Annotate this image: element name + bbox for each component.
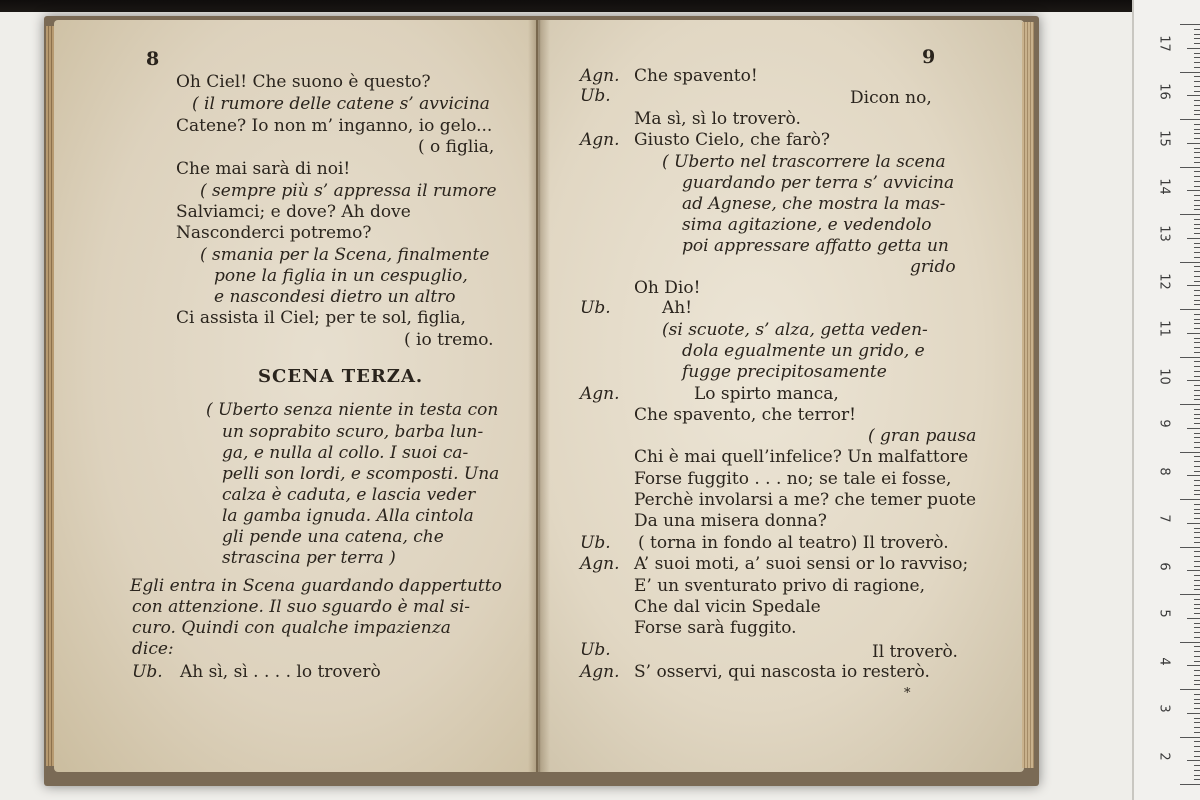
ruler-tick [1194,43,1200,44]
ruler-number: 11 [1156,320,1172,337]
ruler-tick [1194,442,1200,443]
ruler-number: 14 [1156,177,1172,195]
ruler-tick [1194,124,1200,125]
ruler-tick [1194,209,1200,210]
ruler-tick [1194,114,1200,115]
ruler-tick [1194,461,1200,462]
ruler-tick [1194,722,1200,723]
ruler-tick [1194,152,1200,153]
ruler-tick [1187,333,1200,334]
ruler-tick [1194,537,1200,538]
ruler-tick [1194,62,1200,63]
text-line: Che mai sarà di noi! [176,159,351,179]
speaker-label: Agn. [580,130,620,150]
ruler-tick [1194,157,1200,158]
ruler-tick [1194,708,1200,709]
ruler-tick [1194,342,1200,343]
ruler-tick [1194,684,1200,685]
footer-mark: * [904,686,911,701]
stage-direction-line: guardando per terra s’ avvicina [682,173,955,193]
ruler-tick [1194,504,1200,505]
ruler-tick [1180,72,1200,73]
ruler-tick [1194,395,1200,396]
ruler-tick [1194,276,1200,277]
stage-direction-line: ( Uberto nel trascorrere la scena [662,152,946,172]
ruler-tick [1180,24,1200,25]
stage-direction-line: poi appressare affatto getta un [682,236,949,256]
ruler-number: 17 [1156,35,1172,52]
ruler-tick [1194,418,1200,419]
ruler-tick [1194,646,1200,647]
speaker-label: Agn. [580,66,620,86]
ruler-tick [1194,300,1200,301]
text-line: Ah sì, sì . . . . lo troverò [180,662,381,682]
ruler-number: 2 [1156,751,1172,761]
ruler-tick [1194,252,1200,253]
ruler-tick [1180,404,1200,405]
stage-direction-line: ( il rumore delle catene s’ avvicina [192,94,490,114]
text-line: Oh Dio! [634,278,701,298]
ruler-tick [1194,53,1200,54]
ruler-tick [1194,623,1200,624]
speaker-label: Agn. [580,662,620,682]
ruler-tick [1194,186,1200,187]
ruler-tick [1187,665,1200,666]
ruler-tick [1194,105,1200,106]
ruler-tick [1194,599,1200,600]
ruler-tick [1194,390,1200,391]
text-line: Catene? Io non m’ inganno, io gelo... [176,116,493,136]
ruler-tick [1194,181,1200,182]
text-line: Ah! [662,298,693,318]
ruler-tick [1194,490,1200,491]
text-line: ( o figlia, [418,137,495,157]
ruler-tick [1194,304,1200,305]
ruler-tick [1194,409,1200,410]
ruler-tick [1194,338,1200,339]
ruler-tick [1180,262,1200,263]
ruler-tick [1194,205,1200,206]
ruler-tick [1180,309,1200,310]
ruler-tick [1194,775,1200,776]
ruler-tick [1194,361,1200,362]
ruler-number: 8 [1156,466,1172,476]
ruler-tick [1194,480,1200,481]
ruler-tick [1194,352,1200,353]
stage-direction-line: un soprabito scuro, barba lun- [222,422,484,442]
stage-direction-line: Egli entra in Scena guardando dappertutto [130,576,502,596]
ruler-tick [1194,589,1200,590]
ruler-tick [1194,656,1200,657]
ruler-tick [1194,271,1200,272]
text-line: Ma sì, sì lo troverò. [634,109,801,129]
ruler-tick [1187,618,1200,619]
stage-direction-line: gli pende una catena, che [222,527,444,547]
text-line: Che spavento, che terror! [634,405,856,425]
stage-direction-line: con attenzione. Il suo sguardo è mal si- [132,597,471,617]
ruler-tick [1187,760,1200,761]
ruler-tick [1194,566,1200,567]
ruler-number: 4 [1156,656,1172,666]
ruler-tick [1180,737,1200,738]
text-line: A’ suoi moti, a’ suoi sensi or lo ravviso; [634,554,969,574]
stage-direction-line: grido [910,257,956,277]
ruler-tick [1194,162,1200,163]
ruler-tick [1187,523,1200,524]
ruler-tick [1194,314,1200,315]
speaker-label: Agn. [580,384,620,404]
ruler-tick [1194,528,1200,529]
ruler-tick [1194,632,1200,633]
ruler-tick [1194,751,1200,752]
ruler-number: 3 [1156,704,1172,713]
ruler-tick [1194,110,1200,111]
ruler-number: 13 [1156,225,1172,242]
ruler-tick [1194,138,1200,139]
ruler-tick [1187,238,1200,239]
ruler-tick [1194,200,1200,201]
ruler-tick [1194,765,1200,766]
ruler-tick [1194,243,1200,244]
ruler-tick [1194,532,1200,533]
ruler-tick [1180,689,1200,690]
text-line: ( io tremo. [404,330,494,350]
ruler-tick [1194,67,1200,68]
stage-direction-line: dola egualmente un grido, e [682,341,925,361]
ruler-tick [1194,266,1200,267]
stage-direction-line: curo. Quindi con qualche impazienza [132,618,451,638]
text-line: Nasconderci potremo? [176,223,372,243]
ruler-tick [1194,195,1200,196]
ruler-tick [1194,148,1200,149]
ruler-tick [1194,746,1200,747]
text-line: S’ osservi, qui nascosta io resterò. [634,662,930,682]
ruler-tick [1180,642,1200,643]
ruler-tick [1180,452,1200,453]
speaker-label: Ub. [580,86,611,106]
page-number-left: 8 [146,48,160,70]
stage-direction-line: pone la figlia in un cespuglio, [214,266,468,286]
ruler-tick [1180,784,1200,785]
ruler-tick [1194,718,1200,719]
stage-direction-line: fugge precipitosamente [682,362,887,382]
text-line: E’ un sventurato privo di ragione, [634,576,926,596]
ruler-tick [1194,295,1200,296]
ruler-tick [1194,694,1200,695]
ruler-tick [1180,357,1200,358]
ruler-tick [1194,494,1200,495]
scene-heading: SCENA TERZA. [258,366,424,387]
ruler-tick [1194,233,1200,234]
ruler-tick [1180,547,1200,548]
page-number-right: 9 [922,46,936,68]
stage-direction-line: ga, e nulla al collo. I suoi ca- [222,443,469,463]
ruler-tick [1187,713,1200,714]
speaker-label: Ub. [580,298,611,318]
ruler-tick [1194,661,1200,662]
ruler-number: 10 [1156,367,1172,385]
text-line: Chi è mai quell’infelice? Un malfattore [634,447,969,467]
ruler-tick [1194,247,1200,248]
ruler-tick [1194,637,1200,638]
ruler-tick [1194,513,1200,514]
ruler-tick [1194,651,1200,652]
text-line: Da una misera donna? [634,511,827,531]
ruler-tick [1194,347,1200,348]
stage-direction-line: dice: [132,639,174,659]
stage-direction-line: pelli son lordi, e scomposti. Una [222,464,500,484]
ruler-tick [1194,437,1200,438]
ruler-number: 9 [1156,419,1172,428]
ruler-tick [1194,580,1200,581]
stage-direction-line: calza è caduta, e lascia veder [222,485,476,505]
ruler-tick [1194,228,1200,229]
ruler-tick [1194,319,1200,320]
text-line: Che spavento! [634,66,758,86]
text-line: Che dal vicin Spedale [634,597,821,617]
ruler-tick [1194,509,1200,510]
stage-direction-line: ( smania per la Scena, finalmente [200,245,490,265]
ruler-tick [1194,575,1200,576]
ruler-tick [1187,143,1200,144]
ruler-tick [1194,627,1200,628]
text-line: Perchè involarsi a me? che temer puote [634,490,977,510]
text-line: Il troverò. [872,642,958,662]
stage-direction-line: sima agitazione, e vedendolo [682,215,932,235]
ruler-tick [1187,428,1200,429]
ruler-tick [1194,38,1200,39]
ruler-number: 12 [1156,272,1172,290]
ruler-tick [1194,756,1200,757]
text-line: Dicon no, [850,88,932,108]
ruler-tick [1194,518,1200,519]
stage-direction-line: ( gran pausa [868,426,977,446]
ruler-tick [1194,29,1200,30]
stage-direction-line: e nascondesi dietro un altro [214,287,456,307]
ruler-tick [1187,475,1200,476]
ruler-tick [1194,699,1200,700]
ruler-tick [1180,167,1200,168]
ruler-tick [1187,285,1200,286]
ruler-tick [1180,499,1200,500]
stage-direction-line: ( sempre più s’ appressa il rumore [200,181,497,201]
ruler-tick [1194,129,1200,130]
ruler-tick [1187,380,1200,381]
ruler-tick [1194,224,1200,225]
ruler-tick [1194,608,1200,609]
ruler-tick [1194,176,1200,177]
ruler-tick [1187,48,1200,49]
ruler-tick [1194,171,1200,172]
ruler-tick [1194,703,1200,704]
speaker-label: Agn. [580,554,620,574]
ruler-tick [1194,133,1200,134]
ruler-tick [1194,290,1200,291]
book-gutter [528,20,550,772]
ruler-tick [1194,561,1200,562]
ruler-number: 16 [1156,82,1172,100]
text-line: ( torna in fondo al teatro) Il troverò. [638,533,949,553]
speaker-label: Ub. [580,640,611,660]
ruler-tick [1194,585,1200,586]
ruler-tick [1187,95,1200,96]
ruler-tick [1194,556,1200,557]
ruler-number: 6 [1156,561,1172,571]
right-page-edges [1022,22,1034,768]
ruler-tick [1187,570,1200,571]
ruler-tick [1194,323,1200,324]
stage-direction-line: ( Uberto senza niente in testa con [206,400,499,420]
ruler-tick [1194,219,1200,220]
ruler-tick [1194,34,1200,35]
text-line: Salviamci; e dove? Ah dove [176,202,411,222]
text-line: Oh Ciel! Che suono è questo? [176,72,431,92]
ruler-tick [1194,732,1200,733]
ruler-number: 15 [1156,130,1172,147]
ruler-tick [1194,727,1200,728]
speaker-label: Ub. [580,533,611,553]
ruler-number: 5 [1156,609,1172,618]
left-page [54,20,536,772]
stage-direction-line: la gamba ignuda. Alla cintola [222,506,474,526]
ruler-tick [1194,257,1200,258]
ruler-tick [1194,81,1200,82]
ruler-tick [1194,91,1200,92]
ruler-tick [1194,613,1200,614]
ruler-tick [1194,770,1200,771]
ruler-tick [1194,366,1200,367]
ruler-tick [1194,542,1200,543]
ruler-tick [1194,675,1200,676]
text-line: Forse fuggito . . . no; se tale ei fosse, [634,469,952,489]
ruler-tick [1194,604,1200,605]
ruler-tick [1194,414,1200,415]
ruler-tick [1194,376,1200,377]
ruler-tick [1194,456,1200,457]
ruler-tick [1194,471,1200,472]
measuring-ruler [1132,0,1200,800]
ruler-tick [1194,100,1200,101]
ruler-number: 7 [1156,514,1172,523]
ruler-tick [1194,399,1200,400]
ruler-tick [1194,385,1200,386]
speaker-label: Ub. [132,662,163,682]
ruler-tick [1194,447,1200,448]
ruler-tick [1194,485,1200,486]
ruler-tick [1194,281,1200,282]
ruler-tick [1180,119,1200,120]
ruler-tick [1194,551,1200,552]
stage-direction-line: ad Agnese, che mostra la mas- [682,194,946,214]
text-line: Giusto Cielo, che farò? [634,130,830,150]
ruler-tick [1194,57,1200,58]
ruler-tick [1180,214,1200,215]
ruler-tick [1180,594,1200,595]
ruler-tick [1194,371,1200,372]
right-page [538,20,1024,772]
ruler-tick [1194,423,1200,424]
ruler-tick [1194,779,1200,780]
ruler-tick [1194,680,1200,681]
ruler-tick [1194,670,1200,671]
stage-direction-line: strascina per terra ) [222,548,396,568]
text-line: Ci assista il Ciel; per te sol, figlia, [176,308,466,328]
ruler-tick [1194,328,1200,329]
ruler-tick [1194,86,1200,87]
ruler-tick [1194,466,1200,467]
text-line: Forse sarà fuggito. [634,618,797,638]
stage-direction-line: (si scuote, s’ alza, getta veden- [662,320,928,340]
ruler-tick [1187,190,1200,191]
ruler-tick [1194,76,1200,77]
ruler-tick [1194,433,1200,434]
ruler-tick [1194,741,1200,742]
text-line: Lo spirto manca, [694,384,839,404]
